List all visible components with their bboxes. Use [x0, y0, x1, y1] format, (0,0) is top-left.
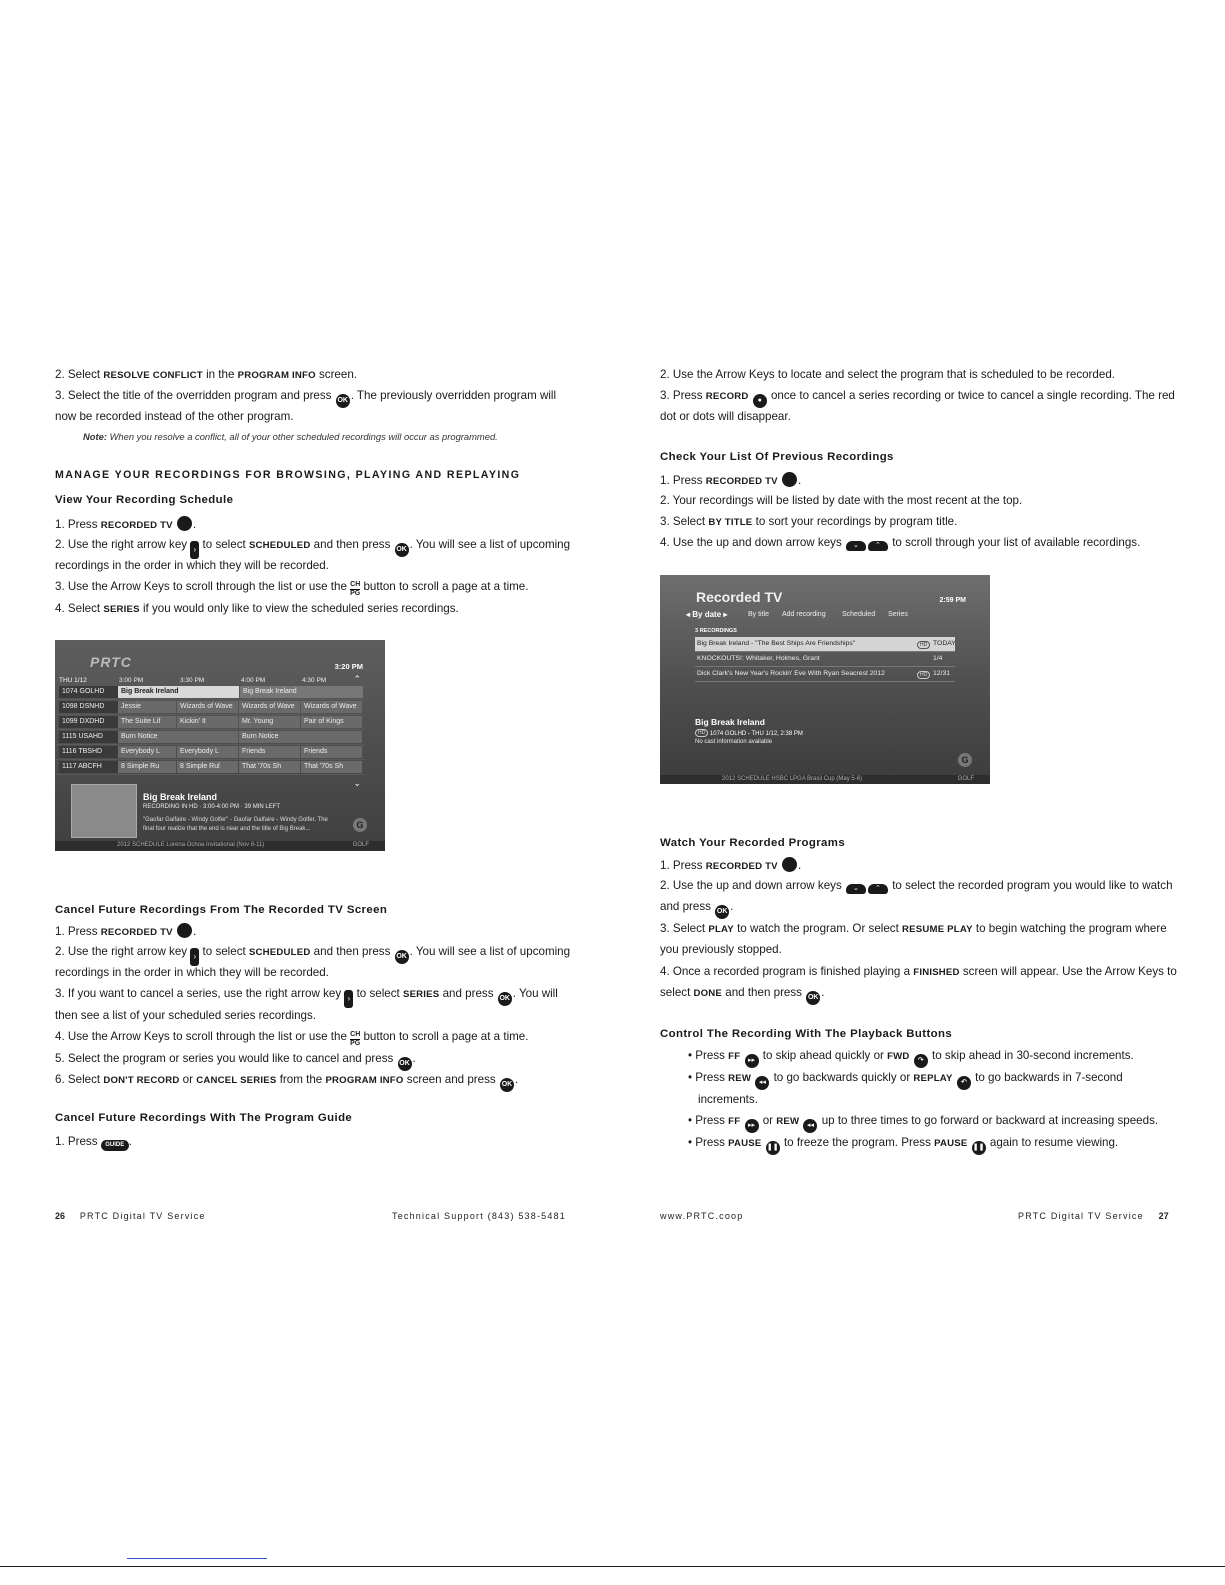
- view-schedule-step-2: 2. Use the right arrow key › to select SCHEDULED and then press OK . You will see a list of upcoming: [55, 538, 570, 559]
- time-slot: 3:30 PM: [180, 677, 205, 684]
- ticker-bar: 2012 SCHEDULE HSBC LPGA Brasil Cup (May 5-6) GOLF: [660, 775, 990, 784]
- recording-row[interactable]: Dick Clark's New Year's Rockin' Eve With Ryan Seacrest 2012 HD 12/31: [695, 667, 955, 682]
- control-bullet-2-cont: increments.: [698, 1093, 758, 1106]
- prtc-logo: PRTC: [90, 654, 132, 670]
- watch-heading: Watch Your Recorded Programs: [660, 837, 846, 849]
- right-intro-line-1: 2. Use the Arrow Keys to locate and select the program that is scheduled to be recorded.: [660, 368, 1115, 381]
- footer-support: Technical Support (843) 538-5481: [392, 1211, 566, 1221]
- rt-info-description: No cast information available: [695, 739, 773, 745]
- recording-row[interactable]: Big Break Ireland - "The Best Ships Are Friendships" HD TODAY: [695, 637, 955, 652]
- watch-step-3-cont: you previously stopped.: [660, 943, 782, 956]
- tab-by-date[interactable]: ◂ By date ▸: [686, 610, 728, 619]
- intro-line-3: now be recorded instead of the other program.: [55, 410, 294, 423]
- intro-line-2: 3. Select the title of the overridden program and press OK . The previously overridden program will: [55, 389, 556, 408]
- recordings-count: 3 RECORDINGS: [695, 628, 737, 634]
- control-bullet-3: • Press FF ▸▸ or REW ◂◂ up to three times to go forward or backward at increasing speeds.: [688, 1114, 1158, 1133]
- right-page: [660, 0, 1178, 1585]
- guide-clock: 3:20 PM: [334, 662, 363, 671]
- check-list-heading: Check Your List Of Previous Recordings: [660, 451, 894, 463]
- check-list-step-1: 1. Press RECORDED TV .: [660, 474, 802, 487]
- info-description: final four realize that the end is near and the title of Big Break...: [143, 826, 311, 832]
- guide-row[interactable]: 1115 USAHD Burn Notice Burn Notice: [55, 730, 365, 745]
- info-subtitle: RECORDING IN HD · 3:00-4:00 PM · 39 MIN LEFT: [143, 804, 281, 810]
- right-arrow-icon: ›: [344, 990, 353, 1008]
- up-arrow-key-icon: ⌃: [868, 884, 888, 894]
- control-bullet-4: • Press PAUSE ❚❚ to freeze the program. Press PAUSE ❚❚ again to resume viewing.: [688, 1136, 1118, 1155]
- cancel-recorded-step-1: 1. Press RECORDED TV .: [55, 925, 197, 938]
- ok-icon: OK: [398, 1057, 412, 1071]
- guide-row[interactable]: 1116 TBSHD Everybody L Everybody L Friends Friends: [55, 745, 365, 760]
- time-slot: 4:30 PM: [302, 677, 327, 684]
- program-guide-screenshot: [55, 640, 385, 851]
- view-schedule-step-1: 1. Press RECORDED TV .: [55, 518, 197, 531]
- guide-row[interactable]: 1074 GOLHD Big Break Ireland Big Break Ireland: [55, 685, 365, 700]
- rt-info-subtitle: HD 1074 GOLHD - THU 1/12, 2:38 PM: [695, 729, 803, 737]
- record-icon: ●: [753, 394, 767, 408]
- fast-forward-icon: ▸▸: [745, 1119, 759, 1133]
- footer-left: [55, 1211, 206, 1221]
- cancel-guide-heading: Cancel Future Recordings With The Program Guide: [55, 1112, 353, 1124]
- info-title: Big Break Ireland: [143, 792, 218, 802]
- screen-clock: 2:59 PM: [939, 597, 966, 604]
- ok-icon: OK: [715, 905, 729, 919]
- watch-step-2: 2. Use the up and down arrow keys ⌄ ⌃ to select the recorded program you would like to watch: [660, 879, 1173, 892]
- preview-thumbnail: [71, 784, 137, 838]
- channel-logo-icon: G: [353, 818, 367, 832]
- guide-grid: [55, 685, 365, 777]
- rewind-icon: ◂◂: [755, 1076, 769, 1090]
- ok-icon: OK: [395, 950, 409, 964]
- tab-by-title[interactable]: By title: [748, 611, 770, 618]
- tab-add-recording[interactable]: Add recording: [782, 611, 826, 618]
- info-description: "Gaofar Galfaire - Windy Golfer" - Gaofar Galfaire - Windy Golfer. The: [143, 817, 328, 823]
- footer-right: [1018, 1211, 1169, 1221]
- guide-row[interactable]: 1098 DSNHD Jessie Wizards of Wave Wizards of Wave Wizards of Wave: [55, 700, 365, 715]
- control-bullet-1: • Press FF ▸▸ to skip ahead quickly or FWD ↷ to skip ahead in 30-second increments.: [688, 1049, 1134, 1068]
- bottom-rule: [0, 1566, 1225, 1567]
- note: Note: When you resolve a conflict, all of your other scheduled recordings will occur as programmed.: [83, 431, 498, 442]
- cancel-recorded-step-5: 5. Select the program or series you would like to cancel and press OK .: [55, 1052, 416, 1071]
- control-heading: Control The Recording With The Playback Buttons: [660, 1028, 953, 1040]
- guide-row[interactable]: 1117 ABCFH 8 Simple Ru 8 Simple Rul That '70s Sh That '70s Sh: [55, 760, 365, 775]
- tab-scheduled[interactable]: Scheduled: [842, 611, 876, 618]
- up-arrow-key-icon: ⌃: [868, 541, 888, 551]
- footer-url: www.PRTC.coop: [660, 1211, 744, 1221]
- recorded-tv-icon: [782, 472, 797, 487]
- screen-title: Recorded TV: [696, 589, 783, 605]
- link-underline: [127, 1558, 267, 1559]
- ok-icon: OK: [336, 394, 350, 408]
- recorded-tv-icon: [782, 857, 797, 872]
- page-number: 27: [1158, 1211, 1169, 1221]
- time-slot: 3:00 PM: [119, 677, 144, 684]
- page-number: 26: [55, 1211, 66, 1221]
- replay-icon: ↶: [957, 1076, 971, 1090]
- footer-title: PRTC Digital TV Service: [1018, 1211, 1144, 1221]
- cancel-guide-step-1: 1. Press GUIDE .: [55, 1135, 132, 1151]
- check-list-step-3: 3. Select BY TITLE to sort your recordings by program title.: [660, 515, 958, 528]
- watch-step-2-cont: and press OK .: [660, 900, 733, 919]
- ok-icon: OK: [806, 991, 820, 1005]
- guide-date: THU 1/12: [59, 677, 87, 684]
- control-bullet-2: • Press REW ◂◂ to go backwards quickly or REPLAY ↶ to go backwards in 7-second: [688, 1071, 1123, 1090]
- view-schedule-step-3: 3. Use the Arrow Keys to scroll through the list or use the $\frac{CH}{PG}$ button to scroll a page at a time.: [55, 580, 529, 597]
- cancel-recorded-step-6: 6. Select DON'T RECORD or CANCEL SERIES from the PROGRAM INFO screen and press OK .: [55, 1073, 518, 1092]
- cancel-recorded-step-2: 2. Use the right arrow key › to select SCHEDULED and then press OK . You will see a list of upcoming: [55, 945, 570, 966]
- footer-title: PRTC Digital TV Service: [79, 1211, 206, 1221]
- right-intro-line-3: dot or dots will disappear.: [660, 410, 791, 423]
- rewind-icon: ◂◂: [803, 1119, 817, 1133]
- right-arrow-icon: ›: [190, 541, 199, 559]
- ok-icon: OK: [395, 543, 409, 557]
- fast-forward-icon: ▸▸: [745, 1054, 759, 1068]
- ok-icon: OK: [500, 1078, 514, 1092]
- time-slot: 4:00 PM: [241, 677, 266, 684]
- left-page: [55, 0, 575, 1585]
- rt-info-title: Big Break Ireland: [695, 717, 765, 727]
- watch-step-1: 1. Press RECORDED TV .: [660, 859, 802, 872]
- down-arrow-key-icon: ⌄: [846, 541, 866, 551]
- recorded-tv-screenshot: [660, 575, 990, 784]
- view-schedule-step-4: 4. Select SERIES if you would only like to view the scheduled series recordings.: [55, 602, 459, 615]
- view-schedule-heading: View Your Recording Schedule: [55, 494, 234, 506]
- recording-row[interactable]: KNOCKOUTS!: Whitaker, Holmes, Grant 1/4: [695, 652, 955, 667]
- watch-step-4-cont: select DONE and then press OK .: [660, 986, 824, 1005]
- skip-forward-icon: ↷: [914, 1054, 928, 1068]
- ticker-bar: 2012 SCHEDULE Lorena Ochoa Invitational (Nov 8-11) GOLF: [55, 841, 385, 851]
- check-list-step-2: 2. Your recordings will be listed by date with the most recent at the top.: [660, 494, 1023, 507]
- view-schedule-step-2-cont: recordings in the order in which they will be recorded.: [55, 559, 329, 572]
- section-heading: MANAGE YOUR RECORDINGS FOR BROWSING, PLAYING AND REPLAYING: [55, 469, 521, 481]
- ch-pg-icon: $\frac{CH}{PG}$: [350, 1031, 361, 1047]
- cancel-recorded-heading: Cancel Future Recordings From The Recorded TV Screen: [55, 904, 388, 916]
- cancel-recorded-step-2-cont: recordings in the order in which they will be recorded.: [55, 966, 329, 979]
- recorded-tv-icon: [177, 923, 192, 938]
- cancel-recorded-step-4: 4. Use the Arrow Keys to scroll through the list or use the $\frac{CH}{PG}$ button to scroll a page at a time.: [55, 1030, 529, 1047]
- down-arrow-key-icon: ⌄: [846, 884, 866, 894]
- cancel-recorded-step-3-cont: then see a list of your scheduled series recordings.: [55, 1009, 317, 1022]
- watch-step-3: 3. Select PLAY to watch the program. Or select RESUME PLAY to begin watching the program where: [660, 922, 1167, 935]
- watch-step-4: 4. Once a recorded program is finished playing a FINISHED screen will appear. Use the Arrow Keys to: [660, 965, 1177, 978]
- guide-row[interactable]: 1099 DXDHD The Suite Lif Kickin' It Mr. Young Pair of Kings: [55, 715, 365, 730]
- right-intro-line-2: 3. Press RECORD ● once to cancel a series recording or twice to cancel a single recording. The red: [660, 389, 1175, 408]
- check-list-step-4: 4. Use the up and down arrow keys ⌄ ⌃ to scroll through your list of available recordings.: [660, 536, 1141, 549]
- cancel-recorded-step-3: 3. If you want to cancel a series, use the right arrow key › to select SERIES and press OK . You will: [55, 987, 558, 1008]
- guide-button-icon: GUIDE: [101, 1140, 129, 1151]
- scroll-down-icon[interactable]: ⌄: [353, 778, 361, 788]
- ok-icon: OK: [498, 992, 512, 1006]
- recorded-tv-icon: [177, 516, 192, 531]
- scroll-up-icon[interactable]: ⌃: [353, 674, 361, 684]
- pause-icon: ❚❚: [766, 1141, 780, 1155]
- tab-series[interactable]: Series: [888, 611, 908, 618]
- right-arrow-icon: ›: [190, 948, 199, 966]
- channel-logo-icon: G: [958, 753, 972, 767]
- pause-icon: ❚❚: [972, 1141, 986, 1155]
- intro-line-1: 2. Select RESOLVE CONFLICT in the PROGRAM INFO screen.: [55, 368, 357, 381]
- ch-pg-icon: $\frac{CH}{PG}$: [350, 581, 361, 597]
